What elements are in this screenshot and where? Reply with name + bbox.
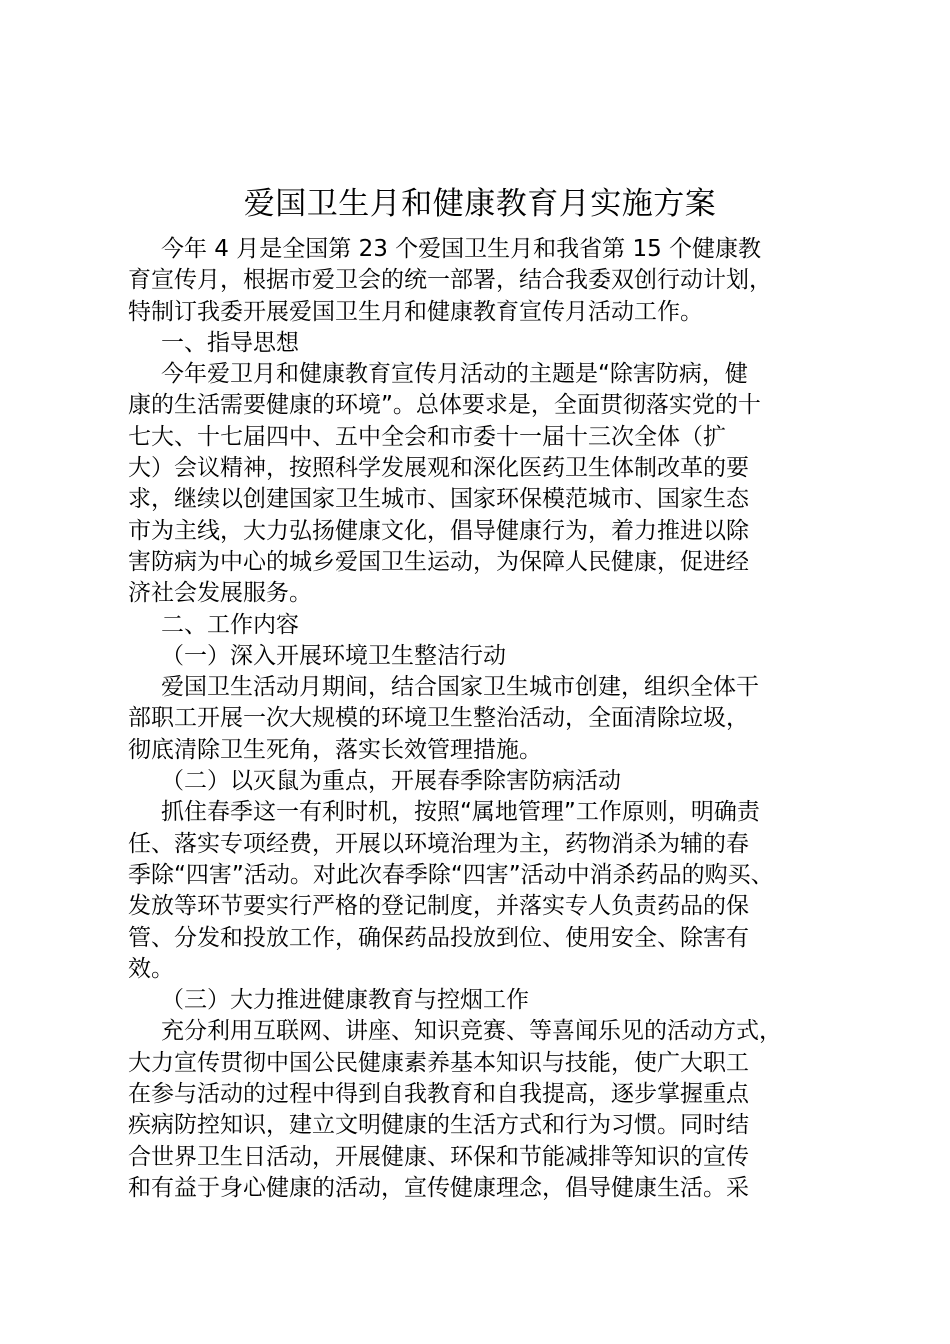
paragraph-line: 管、分发和投放工作，确保药品投放到位、使用安全、除害有 bbox=[128, 924, 749, 951]
paragraph-line: 任、落实专项经费，开展以环境治理为主，药物消杀为辅的春 bbox=[128, 830, 749, 857]
paragraph-line: 求，继续以创建国家卫生城市、国家环保模范城市、国家生态 bbox=[128, 486, 749, 513]
paragraph-line: 部职工开展一次大规模的环境卫生整治活动，全面清除垃圾， bbox=[128, 705, 749, 732]
paragraph-line: 济社会发展服务。 bbox=[128, 580, 312, 607]
paragraph-line: 大力宣传贯彻中国公民健康素养基本知识与技能，使广大职工 bbox=[128, 1049, 749, 1076]
subsection-heading: （一）深入开展环境卫生整洁行动 bbox=[161, 642, 506, 669]
paragraph-line: 康的生活需要健康的环境”。总体要求是，全面贯彻落实党的十 bbox=[128, 392, 761, 419]
paragraph-line: 在参与活动的过程中得到自我教育和自我提高，逐步掌握重点 bbox=[128, 1081, 749, 1108]
section-heading: 二、工作内容 bbox=[161, 611, 299, 638]
paragraph-line: 彻底清除卫生死角，落实长效管理措施。 bbox=[128, 736, 542, 763]
paragraph-line: 今年 4 月是全国第 23 个爱国卫生月和我省第 15 个健康教 bbox=[161, 236, 762, 262]
subsection-heading: （二）以灭鼠为重点，开展春季除害防病活动 bbox=[161, 768, 621, 795]
paragraph-line: 抓住春季这一有利时机，按照“属地管理”工作原则，明确责 bbox=[161, 799, 760, 826]
paragraph-line: 发放等环节要实行严格的登记制度，并落实专人负责药品的保 bbox=[128, 893, 749, 920]
paragraph-line: 特制订我委开展爱国卫生月和健康教育宣传月活动工作。 bbox=[128, 298, 703, 325]
section-heading: 一、指导思想 bbox=[161, 329, 299, 356]
paragraph-line: 爱国卫生活动月期间，结合国家卫生城市创建，组织全体干 bbox=[161, 674, 759, 701]
document-title: 爱国卫生月和健康教育月实施方案 bbox=[243, 186, 717, 222]
document-body bbox=[128, 234, 840, 1204]
paragraph-line: 合世界卫生日活动，开展健康、环保和节能减排等知识的宣传 bbox=[128, 1143, 749, 1170]
paragraph-line: 七大、十七届四中、五中全会和市委十一届十三次全体（扩 bbox=[128, 423, 726, 450]
paragraph-line: 和有益于身心健康的活动，宣传健康理念，倡导健康生活。采 bbox=[128, 1174, 749, 1201]
paragraph-line: 疾病防控知识，建立文明健康的生活方式和行为习惯。同时结 bbox=[128, 1112, 749, 1139]
paragraph-line: 害防病为中心的城乡爱国卫生运动，为保障人民健康，促进经 bbox=[128, 548, 749, 575]
paragraph-line: 市为主线，大力弘扬健康文化，倡导健康行为，着力推进以除 bbox=[128, 517, 749, 544]
paragraph-line: 季除“四害”活动。对此次春季除“四害”活动中消杀药品的购买、 bbox=[128, 861, 774, 888]
paragraph-line: 大）会议精神，按照科学发展观和深化医药卫生体制改革的要 bbox=[128, 455, 749, 482]
paragraph-line: 今年爱卫月和健康教育宣传月活动的主题是“除害防病，健 bbox=[161, 361, 748, 388]
paragraph-line: 育宣传月，根据市爱卫会的统一部署，结合我委双创行动计划， bbox=[128, 267, 772, 294]
subsection-heading: （三）大力推进健康教育与控烟工作 bbox=[161, 987, 529, 1014]
paragraph-line: 充分利用互联网、讲座、知识竞赛、等喜闻乐见的活动方式， bbox=[161, 1018, 782, 1045]
paragraph-line: 效。 bbox=[128, 955, 174, 982]
